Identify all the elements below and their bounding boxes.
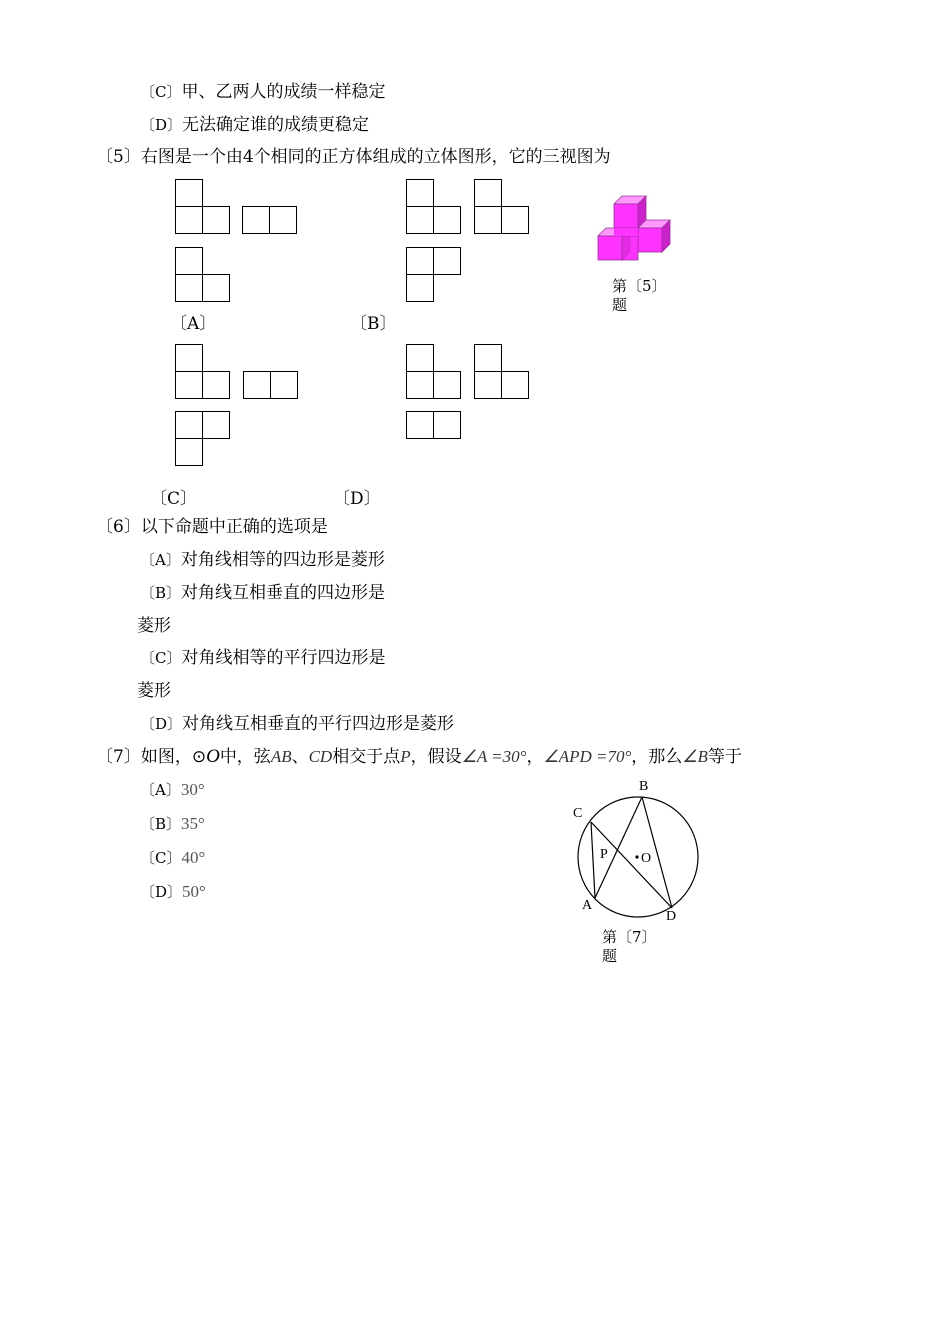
option-mark: 〔C〕: [140, 83, 182, 101]
option-text: 对角线互相垂直的四边形是: [181, 583, 386, 603]
option-mark: 〔C〕: [140, 849, 182, 867]
view-square: [433, 411, 461, 439]
view-square: [501, 206, 529, 234]
view-square: [433, 247, 461, 275]
label-d: D: [666, 909, 677, 924]
angle-b: ∠B: [682, 747, 708, 766]
caption-line: 第〔7〕: [602, 928, 657, 946]
question-text: 中，弦: [219, 747, 271, 767]
view-square: [202, 371, 230, 399]
view-square: [474, 371, 502, 399]
view-square: [175, 247, 203, 275]
view-square: [202, 411, 230, 439]
question-number: 〔5〕: [96, 147, 141, 167]
view-square: [406, 247, 434, 275]
view-square: [175, 438, 203, 466]
question-number: 〔6〕: [96, 517, 141, 537]
q4-option-c: [140, 81, 385, 103]
label-a: A: [582, 898, 593, 913]
q7-option-d: [140, 881, 206, 903]
q5-caption: [612, 277, 667, 315]
view-square: [243, 371, 271, 399]
question-text: ，: [526, 747, 544, 767]
q5-label-d: 〔D〕: [333, 489, 381, 509]
view-square: [270, 371, 298, 399]
point-p: P: [400, 747, 411, 766]
q6-option-b: [140, 582, 385, 604]
view-square: [406, 411, 434, 439]
q4-option-d: [140, 114, 369, 136]
chord-ab: AB: [270, 747, 292, 766]
question-text: ，那么: [631, 747, 683, 767]
view-square: [175, 371, 203, 399]
option-mark: 〔B〕: [140, 815, 182, 833]
view-square: [175, 274, 203, 302]
q7-stem: [96, 746, 742, 768]
option-text: 甲、乙两人的成绩一样稳定: [181, 82, 386, 102]
view-square: [406, 344, 434, 372]
option-text: 对角线相等的平行四边形是: [181, 648, 386, 668]
option-value: 35°: [181, 814, 205, 833]
option-mark: 〔D〕: [140, 883, 183, 901]
angle-apd: ∠APD =70°: [543, 747, 632, 766]
view-square: [406, 274, 434, 302]
view-square: [501, 371, 529, 399]
view-square: [269, 206, 297, 234]
label-p: P: [600, 847, 608, 862]
q6-option-b-continued: 菱形: [137, 616, 171, 636]
view-square: [406, 179, 434, 207]
option-text: 无法确定谁的成绩更稳定: [182, 115, 370, 135]
q5-cube-figure: [594, 192, 680, 272]
option-mark: 〔A〕: [140, 781, 181, 799]
caption-line: 题: [612, 296, 628, 314]
view-square: [175, 344, 203, 372]
option-value: 40°: [181, 848, 206, 867]
option-mark: 〔D〕: [140, 715, 183, 733]
option-value: 30°: [180, 780, 205, 799]
q7-option-b: [140, 813, 205, 835]
label-c: C: [573, 806, 583, 821]
view-square: [474, 179, 502, 207]
q6-option-d: [140, 713, 454, 735]
q7-option-c: [140, 847, 205, 869]
circle-symbol: ⊙: [191, 747, 207, 767]
cube-faces: [598, 196, 670, 260]
option-value: 50°: [182, 882, 206, 901]
option-mark: 〔D〕: [140, 116, 183, 134]
option-text: 对角线互相垂直的平行四边形是菱形: [182, 714, 455, 734]
question-text: 以下命题中正确的选项是: [140, 517, 328, 537]
q5-label-a: 〔A〕: [170, 314, 217, 334]
view-square: [202, 274, 230, 302]
q6-option-a: [140, 549, 385, 571]
q7-caption: [602, 928, 657, 966]
q5-stem: [96, 146, 611, 168]
option-mark: 〔B〕: [140, 584, 182, 602]
q5-label-c: 〔C〕: [150, 489, 198, 509]
caption-line: 第〔5〕: [612, 277, 667, 295]
label-o: O: [641, 851, 652, 866]
q7-option-a: [140, 779, 205, 801]
segment-ca: [591, 822, 595, 898]
question-text: 、: [291, 747, 309, 767]
q6-option-c-continued: 菱形: [137, 681, 171, 701]
view-square: [474, 344, 502, 372]
view-square: [202, 206, 230, 234]
chord-cd: CD: [308, 747, 333, 766]
center-dot: [635, 855, 638, 858]
label-b: B: [639, 779, 649, 794]
question-text: 等于: [707, 747, 742, 767]
view-square: [175, 206, 203, 234]
view-square: [242, 206, 270, 234]
view-square: [175, 411, 203, 439]
question-number: 〔7〕: [96, 747, 141, 767]
view-square: [175, 179, 203, 207]
q6-stem: [96, 516, 328, 538]
question-text: 右图是一个由4个相同的正方体组成的立体图形，它的三视图为: [140, 147, 611, 167]
q5-label-b: 〔B〕: [350, 314, 397, 334]
caption-line: 题: [602, 947, 618, 965]
q6-option-c: [140, 647, 385, 669]
view-square: [406, 206, 434, 234]
option-mark: 〔A〕: [140, 551, 181, 569]
view-square: [433, 371, 461, 399]
question-text: ，假设: [410, 747, 462, 767]
question-text: 相交于点: [332, 747, 401, 767]
angle-a: ∠A =30°: [461, 747, 527, 766]
q7-circle-figure: [565, 772, 715, 927]
view-square: [474, 206, 502, 234]
view-square: [406, 371, 434, 399]
question-text: 如图，: [140, 747, 192, 767]
circle-center-letter: O: [206, 746, 220, 767]
option-mark: 〔C〕: [140, 649, 182, 667]
option-text: 对角线相等的四边形是菱形: [180, 550, 385, 570]
view-square: [433, 206, 461, 234]
